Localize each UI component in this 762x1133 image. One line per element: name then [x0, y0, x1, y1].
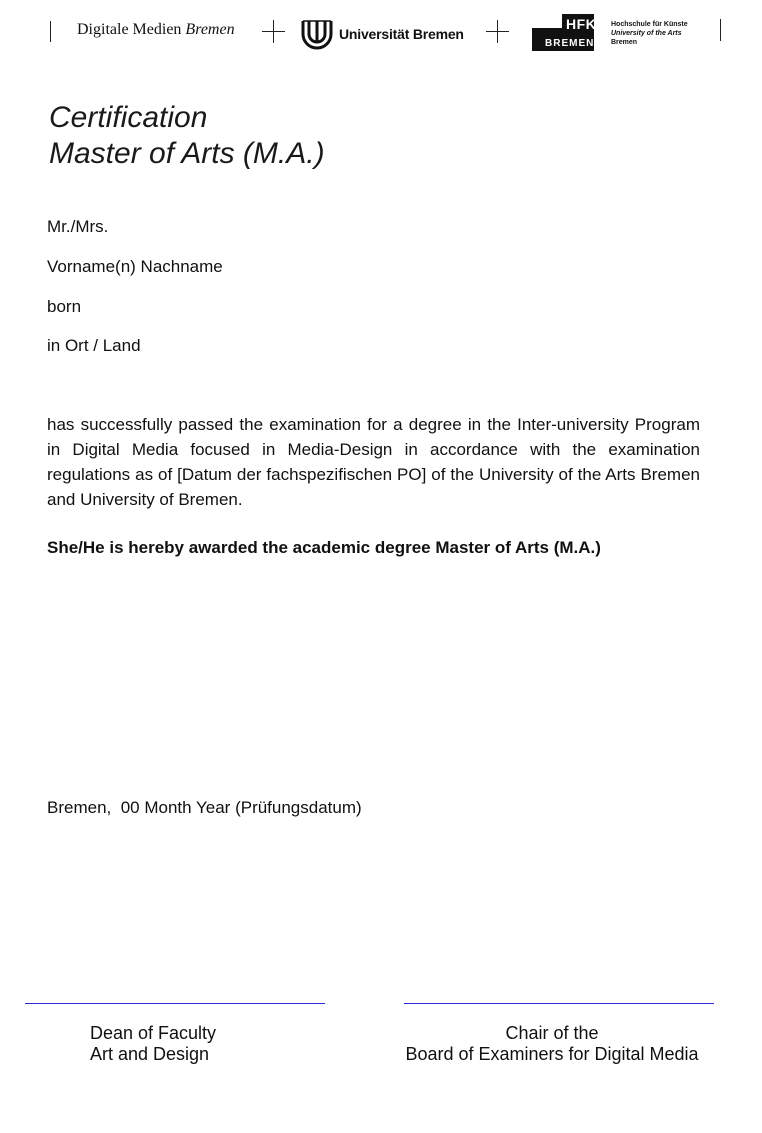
plus-separator-icon: [486, 20, 509, 43]
born-label: born: [47, 297, 82, 316]
uni-bremen-emblem-icon: [300, 17, 334, 51]
certificate-title: [49, 100, 325, 172]
hfk-line-2: University of the Arts: [611, 30, 682, 37]
signature-label-left: [90, 1023, 216, 1065]
hfk-line-1: Hochschule für Künste: [611, 21, 688, 28]
uni-bremen-text: Universität Bremen: [339, 26, 464, 42]
dean-title: Dean of Faculty: [90, 1023, 217, 1043]
birth-place: in Ort / Land: [47, 336, 141, 355]
header-divider-left: [50, 21, 51, 42]
digitale-medien-text: Digitale Medien: [77, 21, 182, 38]
digitale-medien-city: Bremen: [185, 21, 235, 38]
signature-label-right: [384, 1023, 720, 1065]
hfk-subtitle: [611, 20, 688, 47]
universitaet-bremen-logo: [300, 17, 464, 51]
faculty-name: Art and Design: [90, 1044, 210, 1064]
header-divider-right: [720, 19, 721, 41]
title-line-1: Certification: [49, 101, 208, 134]
signature-line-left: [25, 1003, 325, 1004]
certification-paragraph: has successfully passed the examination for a degree in the Inter-university Program in Digital Media focused in Media-Design in accordance with the examination regulations as of [Datum der fachspezifischen PO] of the University of the Arts Bremen and University of Bremen.: [47, 415, 700, 509]
signature-line-right: [404, 1003, 714, 1004]
hfk-letters: HFK: [566, 16, 597, 32]
place-and-date: Bremen, 00 Month Year (Prüfungsdatum): [47, 798, 362, 817]
hfk-logo: [532, 14, 597, 51]
hfk-bremen-text: BREMEN: [545, 38, 595, 49]
title-line-2: Master of Arts (M.A.): [49, 137, 325, 170]
degree-award-statement: She/He is hereby awarded the academic degree Master of Arts (M.A.): [47, 538, 601, 557]
chair-title: Chair of the: [505, 1023, 599, 1043]
digitale-medien-logo: [77, 21, 235, 39]
plus-separator-icon: [262, 20, 285, 43]
full-name: Vorname(n) Nachname: [47, 257, 223, 276]
hfk-line-3: Bremen: [611, 39, 638, 46]
board-name: Board of Examiners for Digital Media: [405, 1044, 699, 1064]
salutation: Mr./Mrs.: [47, 217, 109, 236]
